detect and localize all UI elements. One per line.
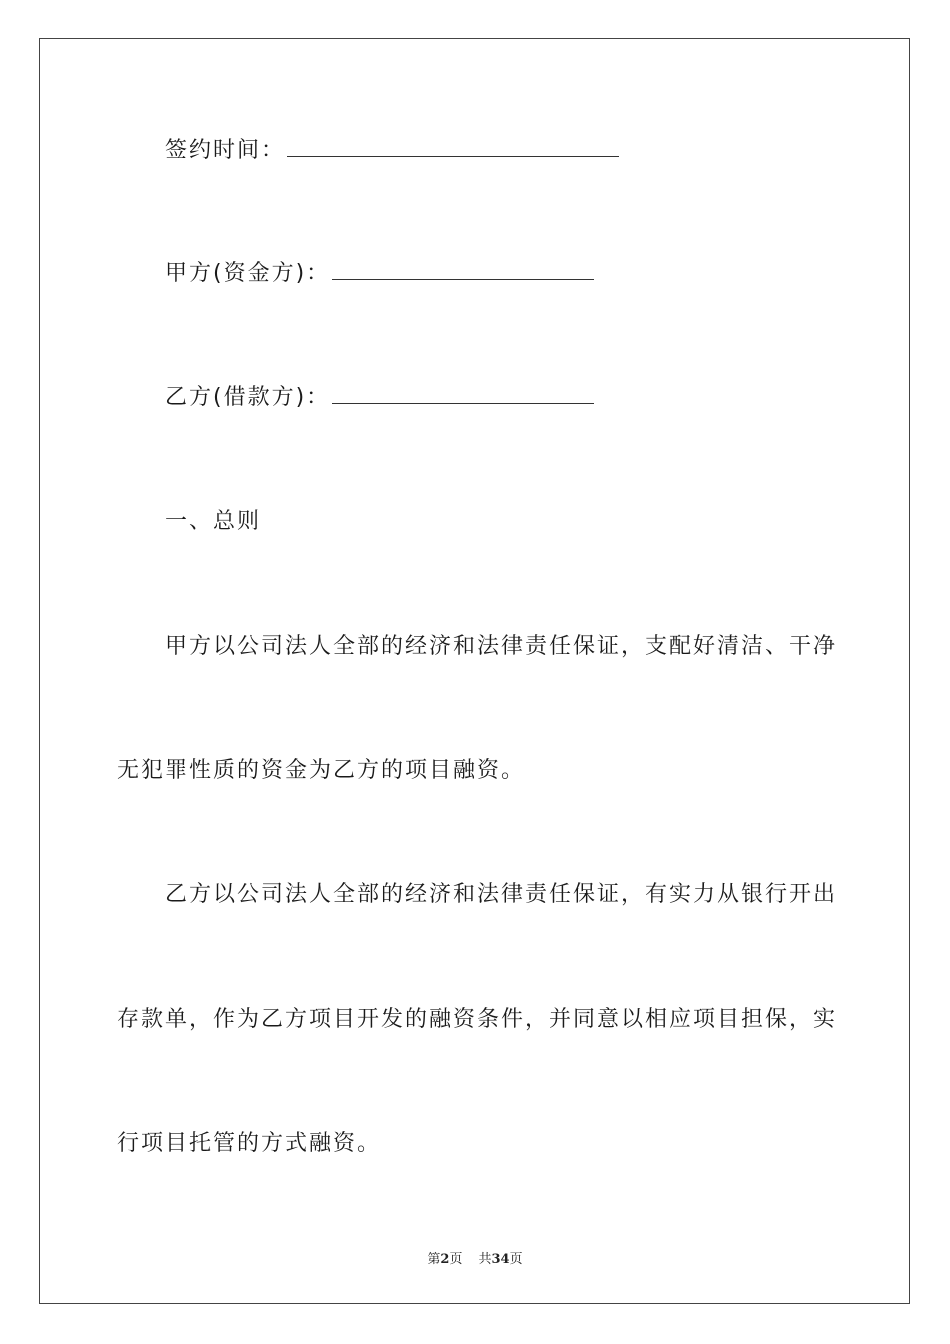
paragraph-2-line-1: 乙方以公司法人全部的经济和法律责任保证，有实力从银行开出 bbox=[165, 882, 838, 907]
party-a-label: 甲方(资金方)： bbox=[165, 261, 331, 286]
total-prefix: 共 bbox=[478, 1252, 492, 1267]
sign-time-blank bbox=[287, 136, 619, 157]
paragraph-2-line-3: 行项目托管的方式融资。 bbox=[117, 1131, 382, 1156]
party-b-blank bbox=[332, 383, 594, 404]
party-a-field bbox=[165, 259, 594, 289]
page-footer bbox=[0, 1248, 950, 1267]
total-suffix: 页 bbox=[509, 1252, 523, 1267]
total-pages: 34 bbox=[491, 1252, 510, 1267]
section-heading: 一、总则 bbox=[165, 509, 262, 534]
page-prefix: 第 bbox=[427, 1252, 441, 1267]
sign-time-field bbox=[165, 136, 619, 166]
page-frame bbox=[39, 38, 910, 1304]
paragraph-1-line-1: 甲方以公司法人全部的经济和法律责任保证，支配好清洁、干净 bbox=[165, 634, 838, 659]
paragraph-2-line-2: 存款单，作为乙方项目开发的融资条件，并同意以相应项目担保，实 bbox=[117, 1007, 838, 1032]
page-current: 2 bbox=[440, 1252, 450, 1267]
page-suffix: 页 bbox=[449, 1252, 463, 1267]
paragraph-1-line-2: 无犯罪性质的资金为乙方的项目融资。 bbox=[117, 758, 526, 783]
party-b-field bbox=[165, 383, 594, 413]
sign-time-label: 签约时间： bbox=[165, 138, 286, 163]
party-b-label: 乙方(借款方)： bbox=[165, 385, 331, 410]
party-a-blank bbox=[332, 259, 594, 280]
